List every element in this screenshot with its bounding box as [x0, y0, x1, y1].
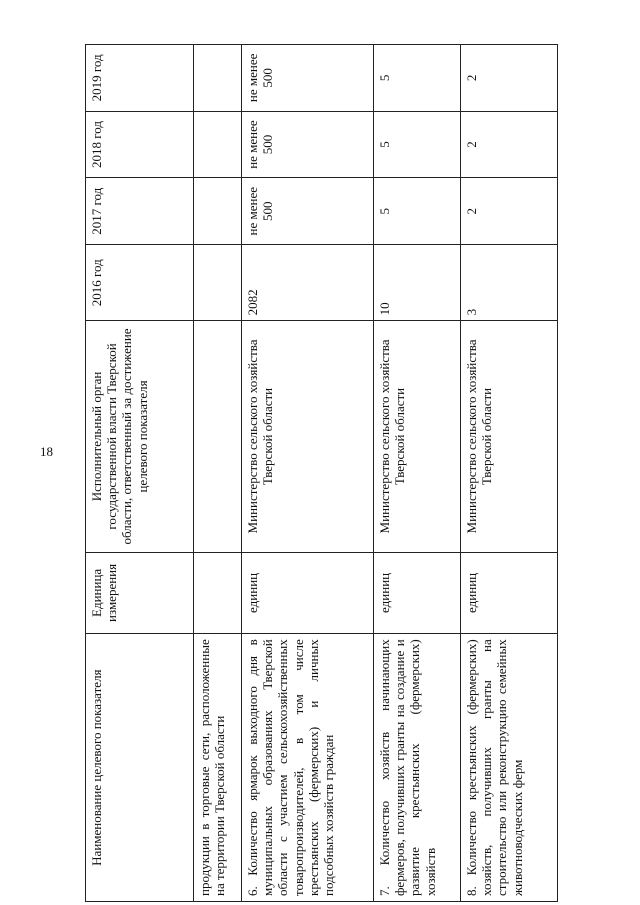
header-2019: 2019 год — [86, 45, 194, 112]
table-row — [194, 45, 242, 902]
header-2018: 2018 год — [86, 111, 194, 178]
row-name: 7. Количество хозяйств начинающих фермеров, получивших гранты на создание и развитие крестьянских (фермерских) хозяйств — [374, 634, 461, 902]
row-2018: 2 — [461, 111, 558, 178]
row-authority: Министерство сельского хозяйства Тверской области — [374, 321, 461, 552]
row-name: 6. Количество ярмарок выходного дня в муниципальных образованиях Тверской области с участием сельскохозяйственных товаропроизводителей, в том числе крестьянских (фермерских) и личных подсобных хозяйств граждан — [242, 634, 374, 902]
table-row — [461, 45, 558, 902]
row-2019: 2 — [461, 45, 558, 112]
row-2018: не менее 500 — [242, 111, 374, 178]
header-unit: Единица измерения — [86, 552, 194, 634]
table-header-row — [86, 45, 194, 902]
row-unit: единиц — [461, 552, 558, 634]
header-2017: 2017 год — [86, 178, 194, 245]
row-2019: 5 — [374, 45, 461, 112]
row-2017: 2 — [461, 178, 558, 245]
row-name: продукции в торговые сети, расположенные на территории Тверской области — [194, 634, 242, 902]
indicators-table — [85, 44, 558, 902]
header-2016: 2016 год — [86, 245, 194, 321]
row-name: 8. Количество крестьянских (фермерских) хозяйств, получивших гранты на строительство или реконструкцию семейных животноводческих ферм — [461, 634, 558, 902]
row-2016: 2082 — [242, 245, 374, 321]
row-unit: единиц — [242, 552, 374, 634]
page-number: 18 — [40, 444, 53, 459]
row-authority: Министерство сельского хозяйства Тверской области — [461, 321, 558, 552]
row-unit: единиц — [374, 552, 461, 634]
row-2017: не менее 500 — [242, 178, 374, 245]
row-2017 — [194, 178, 242, 245]
row-authority — [194, 321, 242, 552]
table-row — [374, 45, 461, 902]
row-2016: 10 — [374, 245, 461, 321]
row-2018 — [194, 111, 242, 178]
row-authority: Министерство сельского хозяйства Тверской области — [242, 321, 374, 552]
row-2019 — [194, 45, 242, 112]
row-2018: 5 — [374, 111, 461, 178]
row-2017: 5 — [374, 178, 461, 245]
row-2016: 3 — [461, 245, 558, 321]
table-container — [85, 44, 525, 902]
header-authority: Исполнительный орган государственной власти Тверской области, ответственный за достижение целевого показателя — [86, 321, 194, 552]
row-2016 — [194, 245, 242, 321]
row-2019: не менее 500 — [242, 45, 374, 112]
row-unit — [194, 552, 242, 634]
header-name: Наименование целевого показателя — [86, 634, 194, 902]
table-row — [242, 45, 374, 902]
